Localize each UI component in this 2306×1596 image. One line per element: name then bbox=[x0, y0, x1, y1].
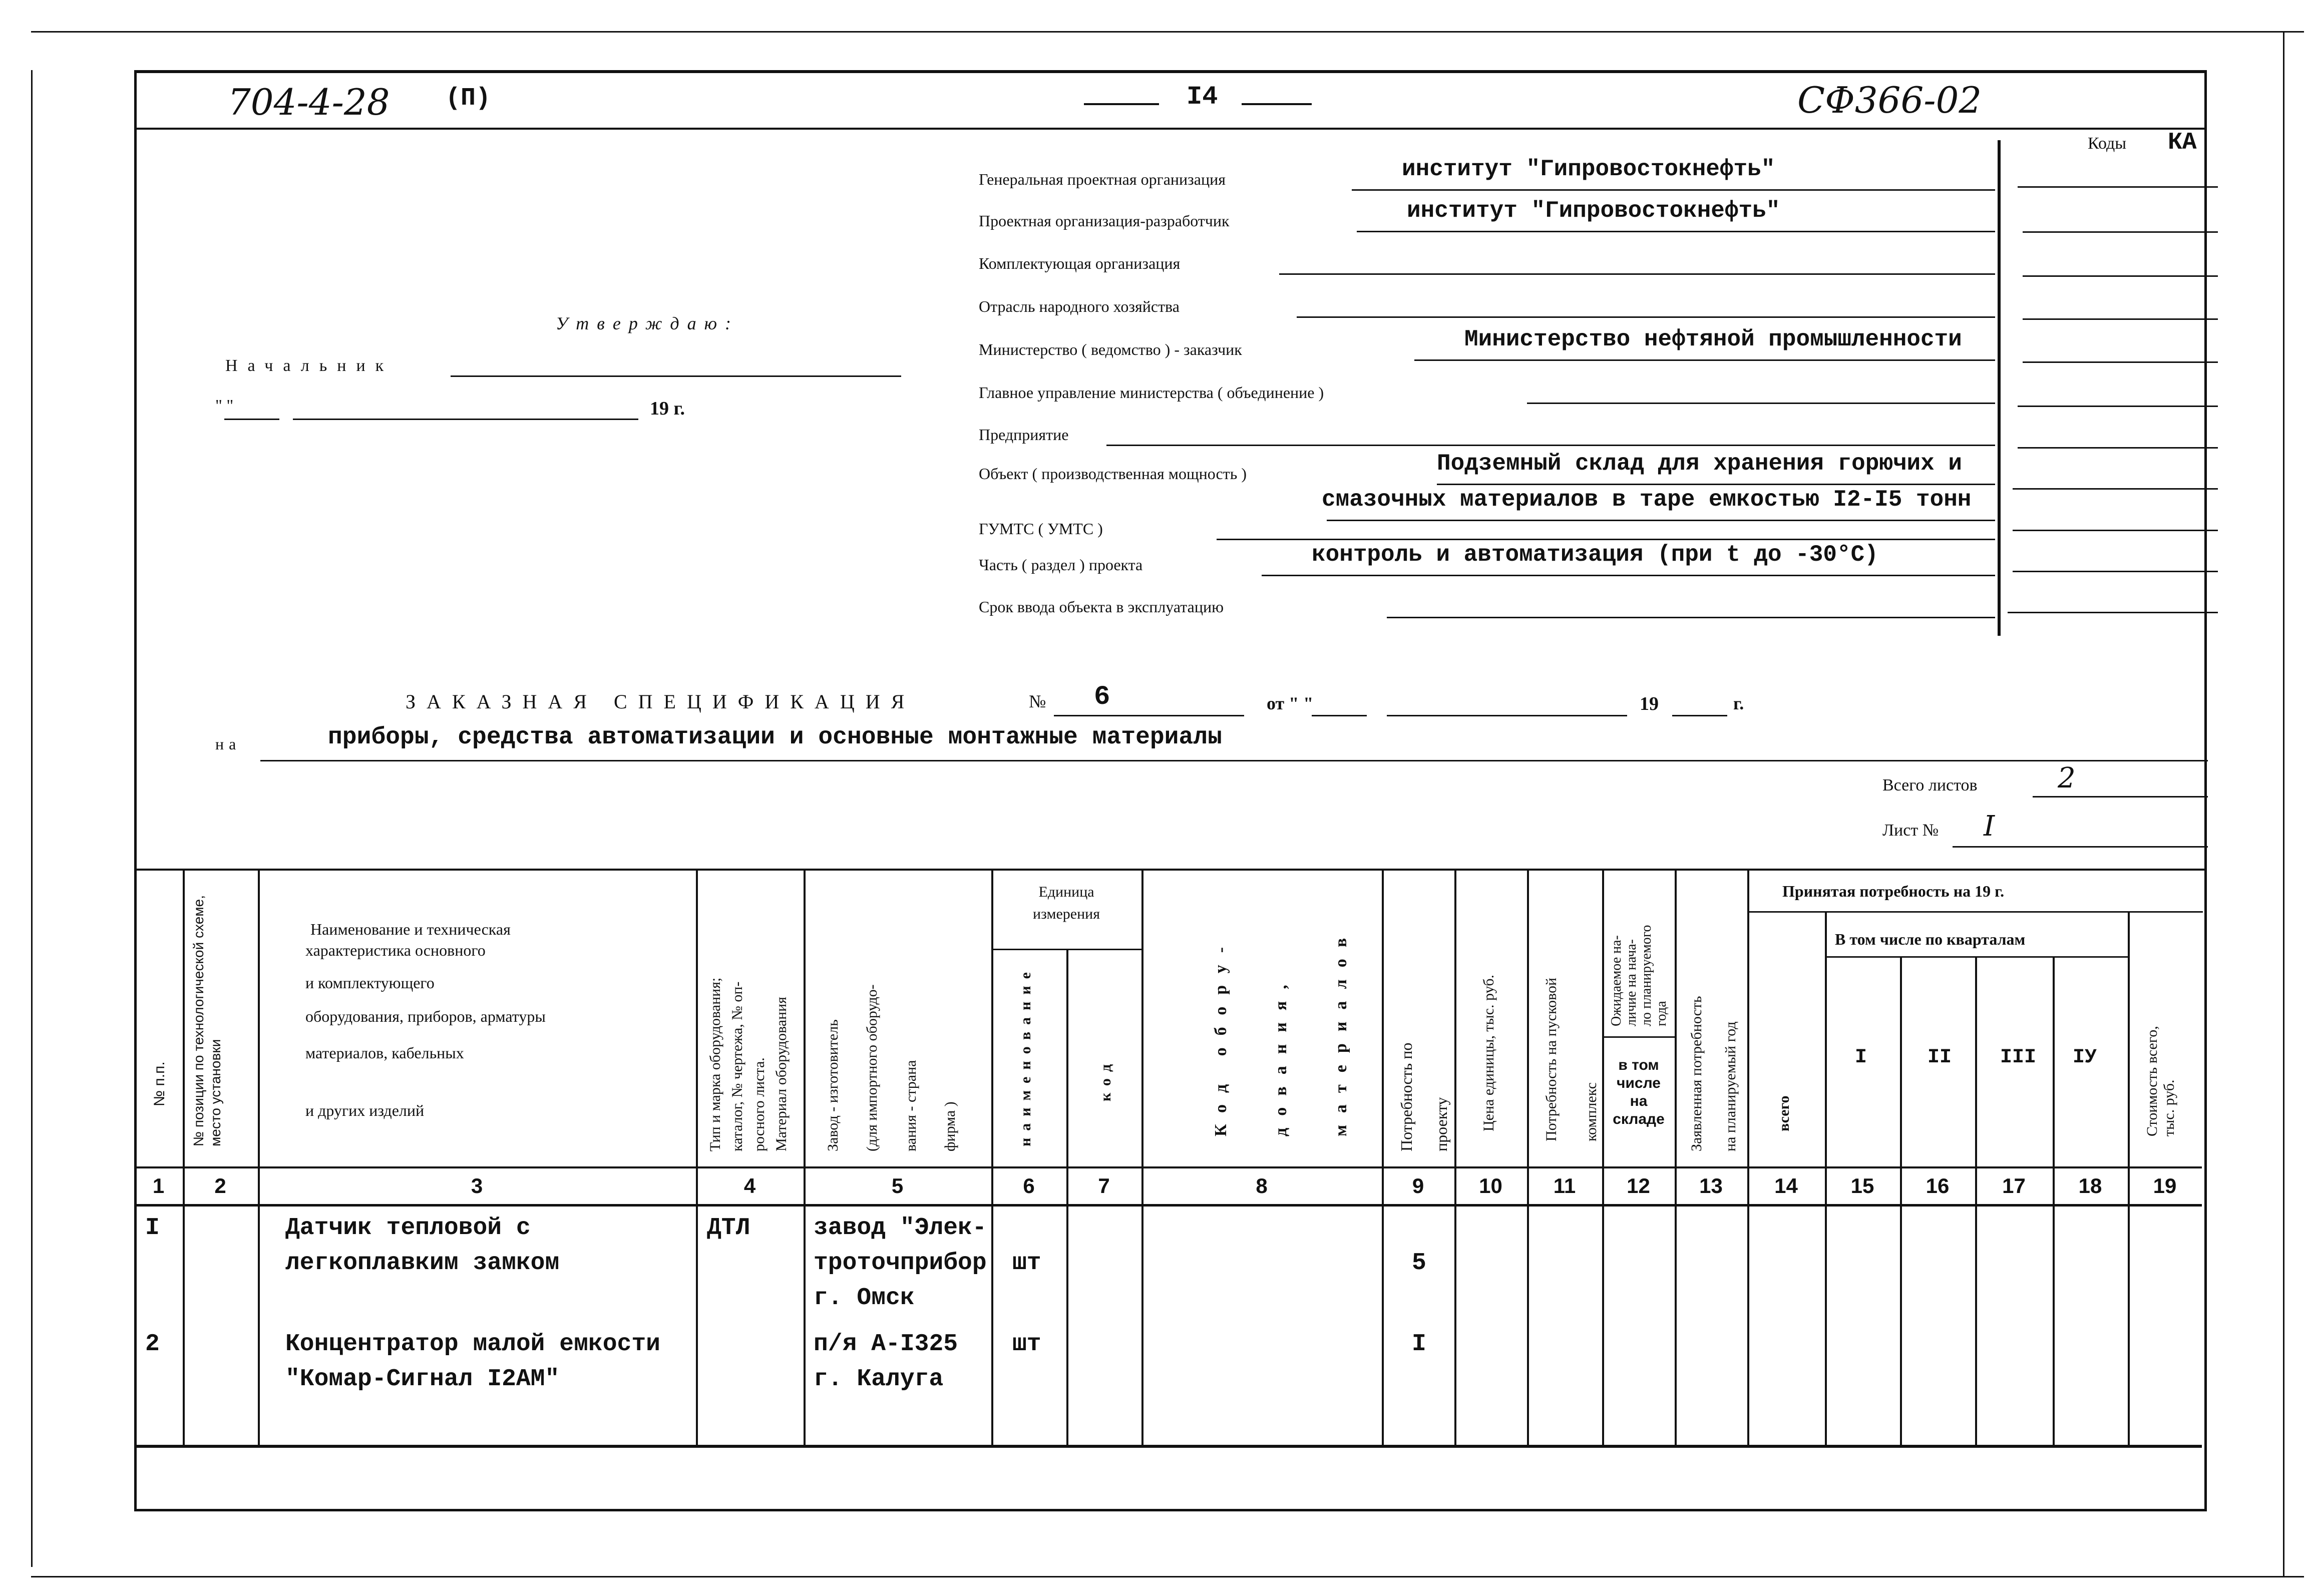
column-number: 1 bbox=[152, 1174, 165, 1198]
org-field-value: институт "Гипровостокнефть" bbox=[1407, 198, 1780, 224]
spec-number: 6 bbox=[1094, 682, 1110, 712]
column-number: 9 bbox=[1412, 1174, 1424, 1198]
col-rule-8 bbox=[1382, 869, 1384, 1445]
col-rule-17 bbox=[2053, 956, 2055, 1445]
sheet-no: I bbox=[1984, 810, 1995, 843]
row-name-line: "Комар-Сигнал I2АМ" bbox=[285, 1366, 560, 1393]
col-rule-5 bbox=[991, 869, 993, 1445]
org-field-label: ГУМТС ( УМТС ) bbox=[979, 520, 1103, 538]
row-qty: 5 bbox=[1412, 1250, 1426, 1277]
column-number: 19 bbox=[2153, 1174, 2177, 1198]
row-name-line: легкоплавким замком bbox=[285, 1250, 560, 1277]
column-number: 17 bbox=[2002, 1174, 2026, 1198]
col3-header-line-6: и других изделий bbox=[305, 1101, 425, 1119]
column-number: 18 bbox=[2078, 1174, 2102, 1198]
row-unit: шт bbox=[1012, 1331, 1041, 1358]
chief-signature-line bbox=[451, 375, 901, 377]
spec-from-label: от " " bbox=[1267, 693, 1314, 713]
quarter-2-header: II bbox=[1928, 1046, 1952, 1069]
row-name-line: Концентратор малой емкости bbox=[285, 1331, 660, 1358]
spec-from-month-line bbox=[1387, 715, 1627, 716]
col2-header: № позиции по технологической схеме, место установки bbox=[191, 895, 223, 1146]
spec-year-label: 19 bbox=[1640, 693, 1659, 714]
page-number: I4 bbox=[1187, 82, 1218, 112]
quarter-1-header: I bbox=[1855, 1046, 1867, 1069]
spec-subject-line bbox=[260, 760, 2208, 761]
org-field-label: Срок ввода объекта в эксплуатацию bbox=[979, 598, 1224, 616]
col-rule-7 bbox=[1141, 869, 1143, 1445]
row-number: 2 bbox=[145, 1331, 160, 1358]
row-type: ДТЛ bbox=[707, 1215, 750, 1242]
spec-from-day-line bbox=[1312, 715, 1367, 716]
org-field-line bbox=[1437, 484, 1995, 485]
col3-header-line-5: материалов, кабельных bbox=[305, 1044, 464, 1062]
col5-header-line: вания - страна bbox=[903, 1060, 919, 1151]
org-field-label: Генеральная проектная организация bbox=[979, 170, 1226, 188]
col4-header-line: росного листа. bbox=[751, 1057, 767, 1151]
row-unit: шт bbox=[1012, 1250, 1041, 1277]
row-maker-line: троточприбор bbox=[814, 1250, 987, 1277]
org-field-line bbox=[1387, 617, 1995, 618]
column-number: 13 bbox=[1699, 1174, 1723, 1198]
col7-header: код bbox=[1097, 1057, 1114, 1101]
col12-header-line: Ожидаемое на- bbox=[1609, 935, 1624, 1026]
org-field-line bbox=[1217, 539, 1995, 540]
org-field-label: Комплектующая организация bbox=[979, 254, 1181, 272]
header-bottom-rule bbox=[134, 1166, 2202, 1168]
code-line-5 bbox=[2023, 361, 2218, 363]
code-line-9 bbox=[2013, 530, 2218, 531]
org-field-line bbox=[1279, 273, 1995, 275]
row-maker-line: г. Калуга bbox=[814, 1366, 944, 1393]
spec-year-suffix: г. bbox=[1733, 693, 1744, 713]
row-qty: I bbox=[1412, 1331, 1426, 1358]
org-field-line bbox=[1527, 403, 1995, 404]
org-field-value: контроль и автоматизация (при t до -30°С) bbox=[1312, 542, 1878, 568]
org-field-value: Подземный склад для хранения горючих и bbox=[1437, 451, 1962, 477]
col3-header-line-3: и комплектующего bbox=[305, 974, 435, 992]
column-number: 3 bbox=[471, 1174, 483, 1198]
col12-subheader: в том числе на складе bbox=[1613, 1057, 1665, 1127]
col9-header-line: Потребность по bbox=[1397, 1042, 1415, 1151]
table-top-rule bbox=[134, 869, 2204, 871]
sheet-bottom-margin bbox=[31, 1576, 2304, 1577]
spec-number-line bbox=[1054, 715, 1244, 716]
col12-header-line: личие на нача- bbox=[1624, 939, 1639, 1026]
column-number: 14 bbox=[1774, 1174, 1798, 1198]
codes-separator bbox=[1998, 140, 2001, 636]
org-field-value: Министерство нефтяной промышленности bbox=[1464, 326, 1962, 352]
table-bottom-rule bbox=[134, 1445, 2202, 1448]
org-field-label: Министерство ( ведомство ) - заказчик bbox=[979, 340, 1242, 358]
column-number: 15 bbox=[1850, 1174, 1874, 1198]
row-number: I bbox=[145, 1215, 160, 1242]
code-line-4 bbox=[2023, 318, 2218, 320]
org-field-line bbox=[1352, 189, 1995, 191]
org-field-value: институт "Гипровостокнефть" bbox=[1402, 156, 1775, 182]
header-rule bbox=[134, 128, 2204, 130]
codes-value: КА bbox=[2168, 129, 2197, 156]
col6-header: наименование bbox=[1017, 965, 1034, 1146]
total-sheets-line bbox=[2033, 796, 2208, 797]
column-number: 2 bbox=[214, 1174, 226, 1198]
column-number: 16 bbox=[1926, 1174, 1950, 1198]
approve-label: Утверждаю: bbox=[556, 313, 739, 333]
col-rule-9 bbox=[1454, 869, 1456, 1445]
org-field-line bbox=[1357, 231, 1995, 232]
column-number: 7 bbox=[1098, 1174, 1110, 1198]
unit-group-header: Единица измерения bbox=[1032, 884, 1100, 922]
unit-group-rule bbox=[991, 949, 1141, 950]
col8-header-line: Код обору- bbox=[1212, 935, 1230, 1136]
col11-header-line: комплекс bbox=[1583, 1082, 1600, 1141]
sheet-top-margin bbox=[31, 31, 2304, 33]
col-rule-1 bbox=[183, 869, 185, 1445]
col-rule-10 bbox=[1527, 869, 1529, 1445]
approval-date-quotes: " " bbox=[215, 396, 234, 415]
org-field-value: смазочных материалов в таре емкостью I2-I5 тонн bbox=[1322, 487, 1972, 513]
org-field-label: Предприятие bbox=[979, 426, 1069, 444]
sheet-right-margin bbox=[2283, 31, 2284, 1576]
row-maker-line: п/я А-I325 bbox=[814, 1331, 958, 1358]
spec-on-label: на bbox=[215, 735, 241, 753]
page-number-dash-right bbox=[1242, 103, 1312, 105]
col-rule-11 bbox=[1602, 869, 1604, 1445]
org-field-line bbox=[1414, 359, 1995, 361]
col19-header-line: Стоимость всего, bbox=[2144, 1026, 2160, 1136]
col12-header-line: года bbox=[1654, 1001, 1669, 1026]
sheet-no-label: Лист № bbox=[1882, 821, 1939, 840]
code-line-10 bbox=[2013, 571, 2218, 572]
quarters-group-rule bbox=[1825, 956, 2128, 958]
column-number: 8 bbox=[1256, 1174, 1268, 1198]
col8-header-line: дования, bbox=[1272, 973, 1290, 1136]
sheet-code: СФ366-02 bbox=[1797, 79, 1982, 121]
codes-label: Коды bbox=[2088, 134, 2127, 153]
row-maker-line: завод "Элек- bbox=[814, 1215, 987, 1242]
col10-header: Цена единицы, тыс. руб. bbox=[1480, 975, 1497, 1131]
col3-header-line-2: характеристика основного bbox=[305, 941, 486, 959]
col11-header-line: Потребность на пусковой bbox=[1543, 977, 1560, 1141]
column-number: 12 bbox=[1627, 1174, 1650, 1198]
colnum-bottom-rule bbox=[134, 1204, 2202, 1207]
column-number: 6 bbox=[1023, 1174, 1035, 1198]
code-line-3 bbox=[2023, 275, 2218, 277]
col19-header-line: тыс. руб. bbox=[2161, 1079, 2177, 1136]
org-field-line bbox=[1327, 520, 1995, 521]
column-number: 5 bbox=[891, 1174, 904, 1198]
org-field-label: Главное управление министерства ( объединение ) bbox=[979, 383, 1324, 402]
col8-header-line: материалов bbox=[1332, 926, 1350, 1136]
approval-year: 19 г. bbox=[650, 398, 685, 419]
col-rule-12 bbox=[1675, 869, 1677, 1445]
sheet-no-line bbox=[1953, 846, 2208, 848]
org-field-line bbox=[1297, 316, 1995, 318]
col14-header: всего bbox=[1776, 1095, 1792, 1131]
chief-label: Начальник bbox=[225, 356, 394, 375]
col3-header-line-4: оборудования, приборов, арматуры bbox=[305, 1007, 546, 1025]
col5-header-line: фирма ) bbox=[942, 1101, 958, 1151]
doc-code: 704-4-28 bbox=[228, 81, 390, 123]
code-line-11 bbox=[2008, 612, 2218, 613]
org-field-line bbox=[1262, 575, 1995, 576]
code-line-8 bbox=[2013, 488, 2218, 490]
code-line-7 bbox=[2018, 447, 2218, 449]
code-line-6 bbox=[2018, 406, 2218, 407]
code-line-2 bbox=[2023, 231, 2218, 233]
col4-header-line: Тип и марка оборудования; bbox=[707, 977, 723, 1151]
spec-number-label: № bbox=[1029, 691, 1046, 711]
col-rule-15 bbox=[1900, 956, 1902, 1445]
spec-subject: приборы, средства автоматизации и основные монтажные материалы bbox=[328, 724, 1222, 751]
approval-day-line bbox=[224, 419, 279, 420]
org-field-line bbox=[1106, 445, 1995, 446]
total-sheets: 2 bbox=[2058, 762, 2076, 794]
org-field-label: Часть ( раздел ) проекта bbox=[979, 556, 1143, 574]
col9-header-line: проекту bbox=[1432, 1097, 1450, 1151]
org-field-label: Объект ( производственная мощность ) bbox=[979, 465, 1247, 483]
col13-header-line: на планируемый год bbox=[1722, 1021, 1739, 1151]
col1-header: № п.п. bbox=[151, 1061, 168, 1106]
col-rule-16 bbox=[1975, 956, 1977, 1445]
column-number: 10 bbox=[1479, 1174, 1502, 1198]
col-rule-13 bbox=[1747, 869, 1749, 1445]
col-rule-3 bbox=[696, 869, 698, 1445]
code-line-1 bbox=[2018, 186, 2218, 188]
total-sheets-label: Всего листов bbox=[1882, 776, 1978, 794]
approval-month-line bbox=[293, 419, 638, 420]
quarters-group-header: В том числе по кварталам bbox=[1835, 930, 2026, 948]
column-number: 4 bbox=[743, 1174, 756, 1198]
col-rule-4 bbox=[804, 869, 806, 1445]
accepted-group-rule bbox=[1747, 911, 2203, 913]
column-number: 11 bbox=[1553, 1174, 1576, 1198]
col5-header-line: Завод - изготовитель bbox=[825, 1019, 841, 1151]
sheet-left-margin bbox=[31, 70, 33, 1567]
quarter-3-header: III bbox=[2000, 1046, 2037, 1069]
row-name-line: Датчик тепловой с bbox=[285, 1215, 531, 1242]
org-field-label: Проектная организация-разработчик bbox=[979, 212, 1230, 230]
page-number-dash-left bbox=[1084, 103, 1159, 105]
accepted-group-header: Принятая потребность на 19 г. bbox=[1782, 882, 2005, 900]
org-field-label: Отрасль народного хозяйства bbox=[979, 297, 1180, 315]
col-rule-2 bbox=[258, 869, 260, 1445]
spec-year-line bbox=[1672, 715, 1727, 716]
col5-header-line: (для импортного оборудо- bbox=[864, 984, 880, 1151]
col12-header-line: ло планируемого bbox=[1639, 925, 1654, 1026]
spec-title: ЗАКАЗНАЯ СПЕЦИФИКАЦИЯ bbox=[406, 690, 916, 713]
col4-header-line: Материал оборудования bbox=[773, 997, 790, 1151]
col3-header-line-1: Наименование и техническая bbox=[310, 920, 511, 938]
stock-sub-rule bbox=[1602, 1036, 1675, 1038]
col4-header-line: каталог, № чертежа, № оп- bbox=[729, 981, 745, 1151]
row-maker-line: г. Омск bbox=[814, 1285, 915, 1312]
col13-header-line: Заявленная потребность bbox=[1688, 996, 1705, 1151]
quarter-4-header: IУ bbox=[2073, 1046, 2097, 1069]
doc-mark: (П) bbox=[446, 84, 491, 113]
